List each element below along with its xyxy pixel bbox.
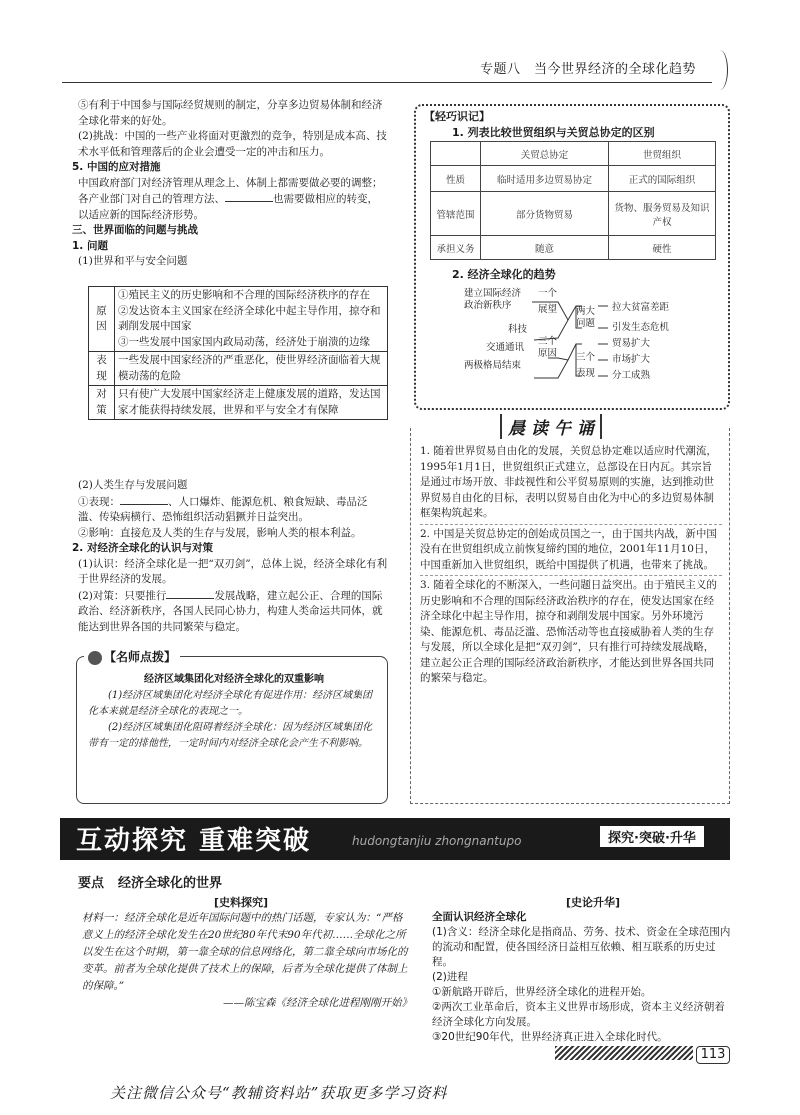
diagram-node: 问题	[576, 318, 596, 329]
source-material: 材料一：经济全球化是近年国际问题中的热门话题，专家认为：“严格意义上的经济全球化发生在20世纪80年代末90年代初……全球化之所以发生在这个时期，第一靠全球的信息网络化，第二靠全球向市场化的变革。前者为全球化提供了技术上的保障，后者为全球化提供了体制上的保障。”	[82, 912, 408, 992]
manifestation	[78, 494, 388, 526]
diagram-node: 引发生态危机	[612, 322, 670, 333]
table-header-row	[431, 142, 716, 166]
diagram-node: 贸易扩大	[612, 338, 651, 349]
diagram-node: 两大	[576, 306, 596, 317]
diagram-node: 两极格局结束	[464, 360, 522, 371]
fill-blank	[225, 191, 273, 202]
key-point-heading	[78, 872, 222, 891]
band-pinyin: hudongtanjiu zhongnantupo	[352, 834, 522, 848]
cause-2: ②发达资本主义国家在经济全球化中起主导作用，掠夺和剥削发展中国家	[118, 304, 381, 332]
header-cell: 世贸组织	[609, 142, 716, 166]
fill-blank	[166, 588, 214, 599]
source-inquiry-body	[82, 910, 412, 1012]
row-head: 表现	[89, 352, 115, 386]
teacher-tips-label	[84, 648, 180, 665]
table-cell: 硬性	[609, 236, 716, 260]
fill-blank	[120, 494, 168, 505]
table-cell	[115, 287, 388, 352]
key-point-title: 经济全球化的世界	[118, 876, 223, 891]
left-column-text	[72, 98, 388, 270]
problem-sub-1: (1)世界和平与安全问题	[78, 255, 188, 267]
reading-item-2: 2. 中国是关贸总协定的创始成员国之一，由于国共内战，新中国没有在世贸组织成立前恢复缔约国的地位，2001年11月10日，中国重新加入世贸组织，既给中国提供了机遇，也带来了挑战。	[420, 525, 722, 577]
header-rule	[62, 82, 712, 83]
cause-3: ③一些发展中国家国内政局动荡，经济处于崩溃的边缘	[118, 335, 370, 348]
diagram-title: 2. 经济全球化的趋势	[452, 268, 556, 281]
magnifier-icon	[88, 651, 102, 665]
globalization-trend-diagram	[430, 280, 720, 388]
diagram-node: 科技	[508, 324, 528, 335]
reading-item-1: 1. 随着世界贸易自由化的发展，关贸总协定难以适应时代潮流，1995年1月1日，世贸组织正式建立，总部设在日内瓦。其宗旨是通过市场开放、非歧视性和公平贸易原则的实施，达到推动世界贸易自由化的目标，表明以贸易自由化为中心的多边贸易体制框架构筑起来。	[420, 444, 722, 525]
running-header: 专题八 当今世界经济的全球化趋势	[480, 62, 697, 77]
diagram-node: 三个	[576, 352, 596, 363]
diagram-node: 市场扩大	[612, 354, 651, 365]
diagram-node: 一个	[538, 288, 558, 299]
diagram-node: 分工成熟	[612, 370, 651, 381]
gatt-wto-table	[430, 141, 716, 260]
theory-line: ①新航路开辟后，世界经济全球化的进程开始。	[432, 986, 652, 998]
problem-sub-2: (2)人类生存与发展问题	[78, 479, 188, 491]
table-cell: 管辖范围	[431, 192, 481, 236]
section-5-part-a: 中国政府部门对经济管理从理念上、体制上都需要做必要的调整；各产业部门对自己的管理方法、	[78, 176, 383, 205]
peace-security-table	[88, 286, 388, 420]
table-row	[89, 386, 388, 420]
table-row	[431, 166, 716, 192]
tips-label-text: 【名师点拨】	[104, 650, 177, 664]
section-5-title: 5. 中国的应对措施	[72, 161, 161, 173]
morning-reading-title: 晨 读 午 诵	[500, 414, 602, 439]
recognition: (1)认识：经济全球化是一把“双刃剑”，总体上说，经济全球化有利于世界经济的发展。	[78, 557, 388, 585]
section-2-title: 2. 对经济全球化的认识与对策	[72, 542, 213, 554]
problem-title: 1. 问题	[72, 239, 108, 252]
table-row	[89, 287, 388, 352]
teacher-tips-body	[88, 672, 380, 752]
table-row	[431, 236, 716, 260]
theory-line: ②两次工业革命后，资本主义世界市场形成，资本主义经济朝着经济全球化方向发展。	[432, 1001, 725, 1028]
table-cell: 部分货物贸易	[481, 192, 609, 236]
manifestation-text: 、人口爆炸、能源危机、粮食短缺、毒品泛滥、传染病横行、恐怖组织活动猖獗并日益突出。	[78, 495, 368, 523]
countermeasure-label: (2)对策：只要推行	[78, 589, 167, 602]
diagram-node: 原因	[538, 348, 558, 359]
section-5-body	[78, 176, 388, 224]
footer-note: 关注微信公众号“教辅资料站”获取更多学习资料	[110, 1084, 448, 1102]
theory-body	[432, 910, 732, 1045]
diagram-node: 交通通讯	[486, 342, 525, 353]
diagram-node: 拉大贫富差距	[612, 302, 670, 313]
table-cell: 一些发展中国家经济的严重恶化，使世界经济面临着大规模动荡的危险	[115, 352, 388, 386]
table-cell: 随意	[481, 236, 609, 260]
table-row	[89, 352, 388, 386]
theory-line: ③20世纪90年代，世界经济真正进入全球化时代。	[432, 1031, 668, 1043]
theory-title: 全面认识经济全球化	[432, 911, 527, 923]
tips-title: 经济区域集团化对经济全球化的双重影响	[144, 674, 324, 685]
morning-reading-body	[420, 444, 722, 687]
point-5: ⑤有利于中国参与国际经贸规则的制定，分享多边贸易体制和经济全球化带来的好处。	[78, 99, 383, 127]
table-cell: 性质	[431, 166, 481, 192]
section-5-part-b: 也需要做相应的转变，以适应新的国际经济形势。	[78, 193, 378, 221]
source-citation: ——陈宝森《经济全球化进程刚刚开始》	[223, 997, 412, 1009]
theory-label: [史论升华]	[566, 896, 621, 909]
table-1-title: 1. 列表比较世贸组织与关贸总协定的区别	[452, 126, 655, 139]
page-number-hatch	[555, 1046, 693, 1060]
countermeasure	[78, 588, 388, 636]
row-head: 原因	[89, 287, 115, 352]
source-inquiry-label: [史料探究]	[214, 896, 269, 909]
table-row	[431, 192, 716, 236]
diagram-node: 展望	[538, 304, 558, 315]
manifestation-label: ①表现：	[78, 495, 120, 508]
reading-item-3: 3. 随着全球化的不断深入，一些问题日益突出。由于殖民主义的历史影响和不合理的国际经济政治秩序的存在，使发达国家在经济全球化中起主导作用，掠夺和剥削发展中国家。另外环境污染、能源危机、毒品泛滥、恐怖活动等也直接威胁着人类的生存与发展，所以全球化是把“双刃剑”，只有推行可持续发展战略，建立起公正合理的国际经济政治新秩序，才能达到世界各国共同的繁荣与稳定。	[420, 579, 717, 684]
table-cell: 承担义务	[431, 236, 481, 260]
table-cell: 正式的国际组织	[609, 166, 716, 192]
table-cell: 临时适用多边贸易协定	[481, 166, 609, 192]
page-number: 113	[696, 1046, 730, 1064]
diagram-node: 政治新秩序	[464, 300, 512, 311]
connector-ticks	[598, 306, 608, 376]
challenge: (2)挑战：中国的一些产业将面对更激烈的竞争，特别是成本高、技术水平低和管理落后的企业会遭受一定的冲击和压力。	[78, 130, 387, 158]
diagram-node: 表现	[576, 368, 596, 379]
row-head: 对策	[89, 386, 115, 420]
cause-1: ①殖民主义的历史影响和不合理的国际经济秩序的存在	[118, 289, 370, 301]
header-arc	[712, 50, 728, 90]
tips-p1: (1)经济区域集团化对经济全球化有促进作用：经济区域集团化本来就是经济全球化的表现之一。	[88, 690, 373, 717]
key-point-label: 要点	[78, 876, 105, 891]
theory-line: (1)含义：经济全球化是指商品、劳务、技术、资金在全球范围内的流动和配置，使各国经济日益相互依赖、相互联系的历史过程。	[432, 926, 731, 968]
band-right-label: 探究·突破·升华	[600, 826, 704, 847]
tips-p2: (2)经济区域集团化阻碍着经济全球化：因为经济区域集团化带有一定的排他性，一定时间内对经济全球化会产生不利影响。	[88, 722, 373, 749]
band-title: 互动探究 重难突破	[76, 826, 312, 856]
impact: ②影响：直接危及人类的生存与发展，影响人类的根本利益。	[78, 526, 362, 539]
header-cell	[431, 142, 481, 166]
section-3-title: 三、世界面临的问题与挑战	[72, 224, 198, 236]
diagram-node: 三个	[538, 336, 558, 347]
header-cell: 关贸总协定	[481, 142, 609, 166]
countermeasure-text: 发展战略，建立起公正、合理的国际政治、经济新秩序，各国人民同心协力，构建人类命运共同体，就能达到世界各国的共同繁荣与稳定。	[78, 589, 383, 633]
quick-memo-label: 【轻巧识记】	[424, 110, 490, 123]
theory-line: (2)进程	[432, 971, 468, 983]
left-column-text-2	[72, 478, 388, 635]
table-cell: 货物、服务贸易及知识产权	[609, 192, 716, 236]
diagram-node: 建立国际经济	[464, 288, 522, 299]
table-cell: 只有使广大发展中国家经济走上健康发展的道路，发达国家才能获得持续发展，世界和平与安全才有保障	[115, 386, 388, 420]
